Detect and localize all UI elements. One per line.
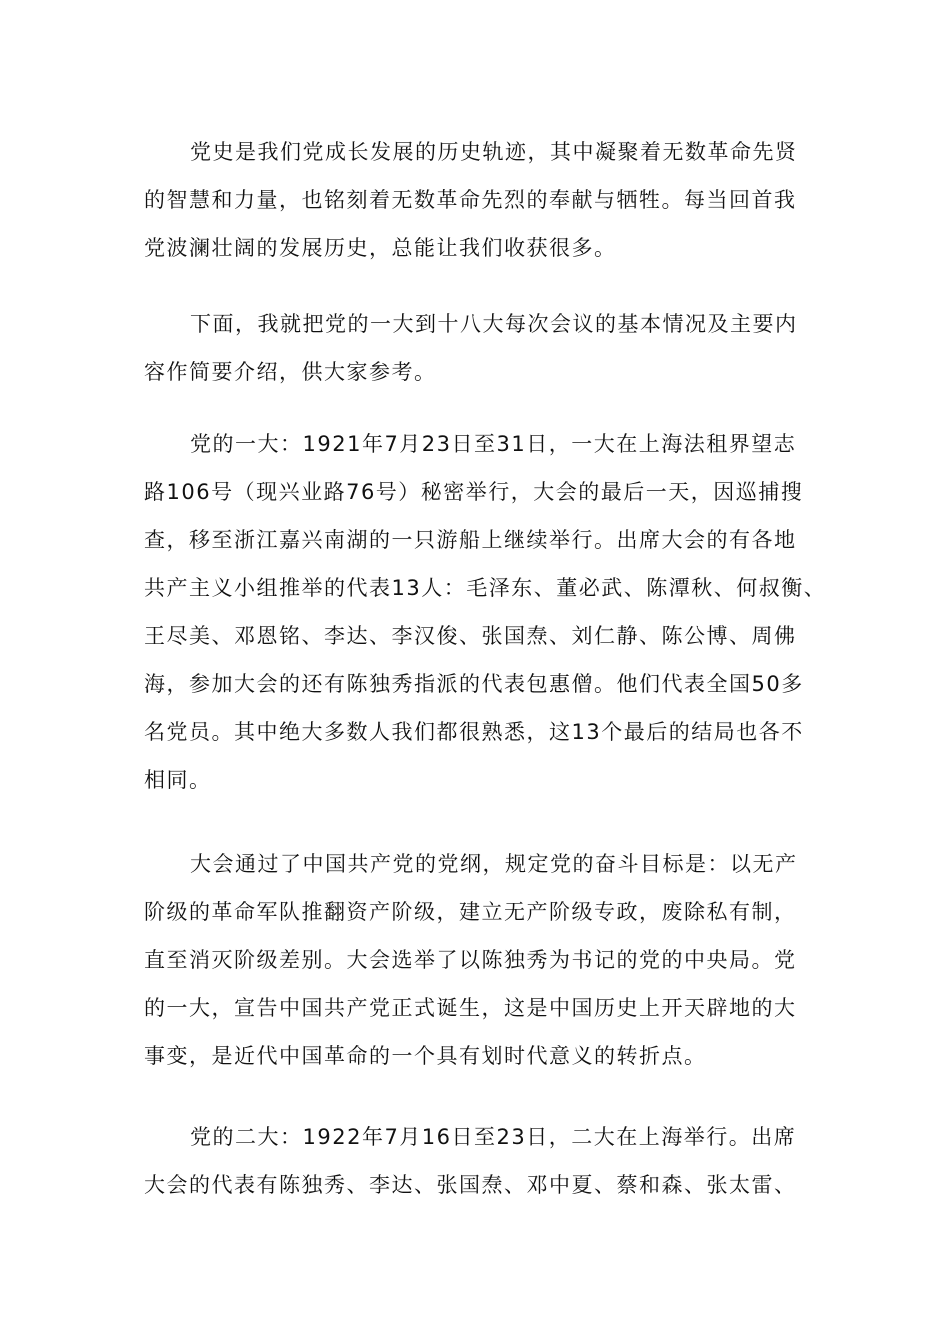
text-line: 党波澜壮阔的发展历史，总能让我们收获很多。 xyxy=(144,236,617,260)
text-line: 党的二大：1922年7月16日至23日，二大在上海举行。出席 xyxy=(190,1125,797,1149)
text-line: 直至消灭阶级差别。大会选举了以陈独秀为书记的党的中央局。党 xyxy=(144,948,797,972)
paragraph-first-congress xyxy=(144,420,827,804)
text-line: 共产主义小组推举的代表13人：毛泽东、董必武、陈潭秋、何叔衡、 xyxy=(144,576,827,600)
text-line: 党史是我们党成长发展的历史轨迹，其中凝聚着无数革命先贤 xyxy=(190,140,798,164)
text-line: 的一大，宣告中国共产党正式诞生，这是中国历史上开天辟地的大 xyxy=(144,996,797,1020)
text-line: 大会通过了中国共产党的党纲，规定党的奋斗目标是：以无产 xyxy=(190,852,798,876)
text-line: 海，参加大会的还有陈独秀指派的代表包惠僧。他们代表全国50多 xyxy=(144,672,804,696)
text-line: 查，移至浙江嘉兴南湖的一只游船上继续举行。出席大会的有各地 xyxy=(144,528,797,552)
text-line: 阶级的革命军队推翻资产阶级，建立无产阶级专政，废除私有制， xyxy=(144,900,797,924)
paragraph-intro xyxy=(144,128,816,272)
paragraph-second-congress xyxy=(144,1113,816,1209)
text-line: 党的一大：1921年7月23日至31日，一大在上海法租界望志 xyxy=(190,432,797,456)
paragraph-first-congress-outcome xyxy=(144,840,816,1080)
text-line: 下面，我就把党的一大到十八大每次会议的基本情况及主要内 xyxy=(190,312,798,336)
text-line: 王尽美、邓恩铭、李达、李汉俊、张国焘、刘仁静、陈公博、周佛 xyxy=(144,624,797,648)
paragraph-overview xyxy=(144,300,816,396)
text-line: 容作简要介绍，供大家参考。 xyxy=(144,360,437,384)
text-line: 大会的代表有陈独秀、李达、张国焘、邓中夏、蔡和森、张太雷、 xyxy=(144,1173,797,1197)
text-line: 名党员。其中绝大多数人我们都很熟悉，这13个最后的结局也各不 xyxy=(144,720,804,744)
text-line: 事变，是近代中国革命的一个具有划时代意义的转折点。 xyxy=(144,1044,707,1068)
text-line: 的智慧和力量，也铭刻着无数革命先烈的奉献与牺牲。每当回首我 xyxy=(144,188,797,212)
text-line: 相同。 xyxy=(144,768,212,792)
text-line: 路106号（现兴业路76号）秘密举行，大会的最后一天，因巡捕搜 xyxy=(144,480,804,504)
